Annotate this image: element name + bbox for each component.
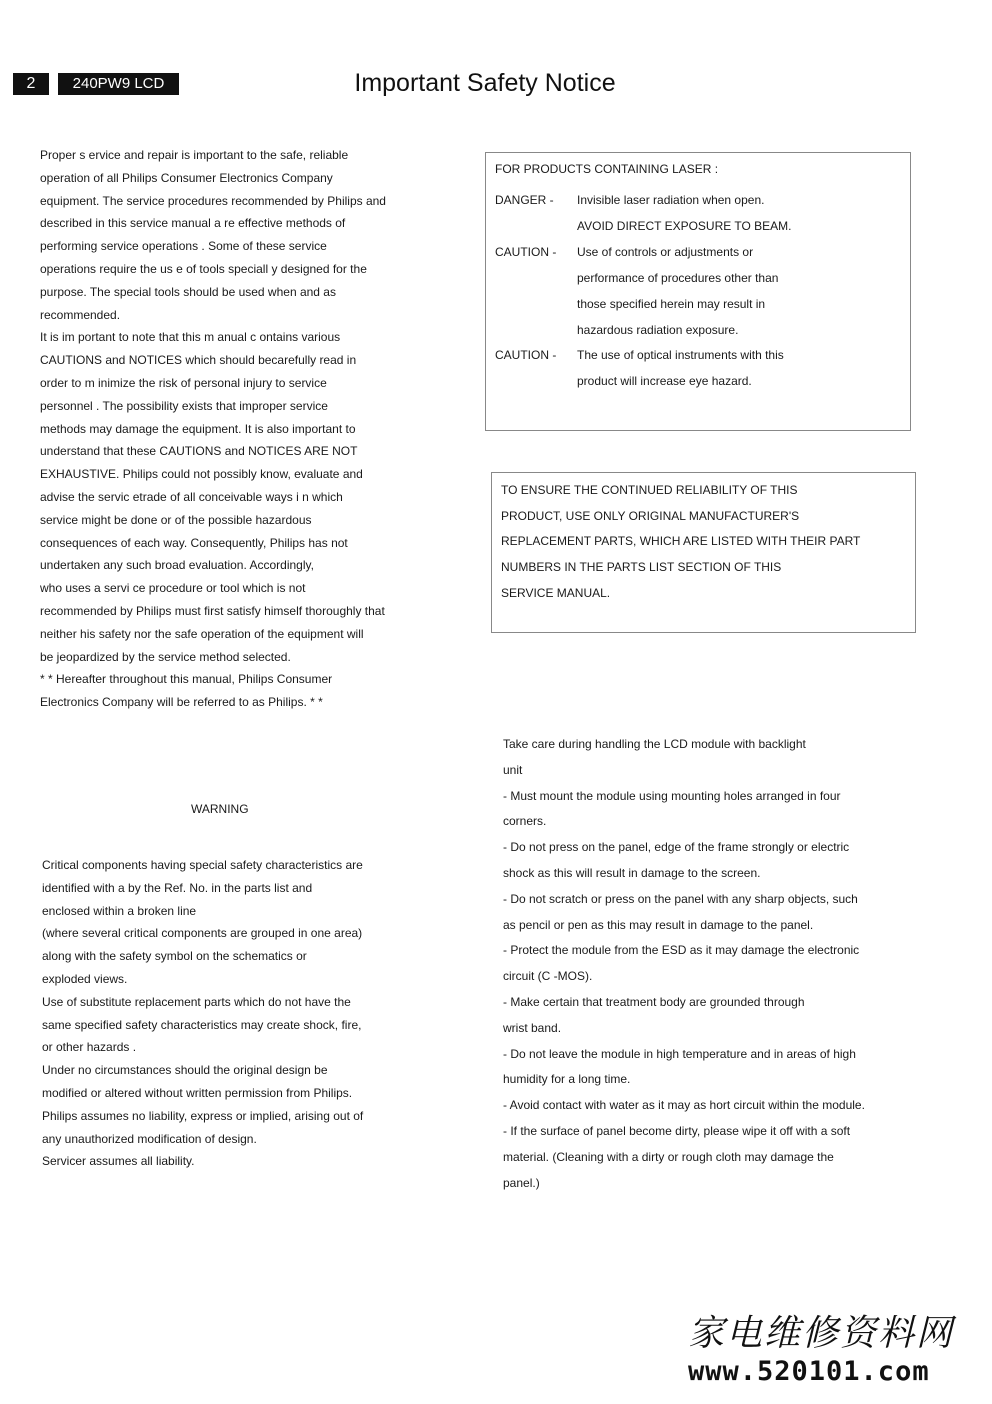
text-line: same specified safety characteristics may create shock, fire,: [42, 1017, 362, 1032]
laser-label: CAUTION -: [495, 348, 557, 362]
text-line: Critical components having special safety characteristics are: [42, 858, 363, 872]
laser-danger-row: [495, 187, 904, 239]
text-line: enclosed within a broken line: [42, 903, 197, 918]
text-line: purpose. The special tools should be used when and as: [40, 284, 336, 299]
text-line: Use of controls or adjustments or: [577, 245, 754, 259]
text-line: methods may damage the equipment. It is also important to: [40, 421, 356, 436]
text-line: - Do not scratch or press on the panel with any sharp objects, such: [503, 891, 858, 906]
text-line: The use of optical instruments with this: [577, 348, 784, 362]
text-line: Electronics Company will be referred to as Philips. * *: [40, 695, 323, 710]
text-line: or other hazards .: [42, 1040, 137, 1055]
text-line: - Avoid contact with water as it may as hort circuit within the module.: [503, 1098, 865, 1113]
text-line: TO ENSURE THE CONTINUED RELIABILITY OF THIS: [501, 483, 798, 497]
text-line: (where several critical components are grouped in one area): [42, 926, 363, 941]
laser-text: [577, 239, 904, 343]
text-line: material. (Cleaning with a dirty or rough cloth may damage the: [503, 1149, 834, 1164]
text-line: humidity for a long time.: [503, 1072, 631, 1087]
watermark: [688, 1312, 968, 1388]
text-line: It is im portant to note that this m anual c ontains various: [40, 330, 341, 345]
text-line: service might be done or of the possible hazardous: [40, 512, 312, 527]
text-line: along with the safety symbol on the schematics or: [42, 949, 307, 964]
text-line: hazardous radiation exposure.: [577, 323, 739, 337]
text-line: operations require the us e of tools speciall y designed for the: [40, 261, 367, 276]
text-line: exploded views.: [42, 971, 128, 986]
text-line: product will increase eye hazard.: [577, 374, 752, 388]
text-line: as pencil or pen as this may result in damage to the panel.: [503, 917, 814, 932]
model-label: 240PW9 LCD: [58, 73, 179, 95]
text-line: * * Hereafter throughout this manual, Philips Consumer: [40, 672, 333, 687]
text-line: those specified herein may result in: [577, 297, 766, 311]
text-line: who uses a servi ce procedure or tool which is not: [40, 581, 306, 596]
text-line: Under no circumstances should the original design be: [42, 1063, 328, 1078]
text-line: - Must mount the module using mounting holes arranged in four: [503, 788, 841, 803]
text-line: modified or altered without written permission from Philips.: [42, 1085, 353, 1100]
laser-caution-row-1: [495, 239, 904, 343]
page-title: Important Safety Notice: [354, 69, 616, 97]
text-line: order to m inimize the risk of personal injury to service: [40, 375, 327, 390]
text-line: performance of procedures other than: [577, 271, 779, 285]
text-line: be jeopardized by the service method selected.: [40, 649, 291, 664]
text-line: NUMBERS IN THE PARTS LIST SECTION OF THIS: [501, 560, 782, 575]
text-line: REPLACEMENT PARTS, WHICH ARE LISTED WITH THEIR PART: [501, 534, 861, 549]
text-line: circuit (C -MOS).: [503, 969, 593, 984]
laser-text: [577, 187, 904, 239]
text-line: Take care during handling the LCD module with backlight: [503, 737, 806, 751]
text-line: Invisible laser radiation when open.: [577, 193, 765, 207]
text-line: described in this service manual a re effective methods of: [40, 216, 346, 231]
text-line: any unauthorized modification of design.: [42, 1131, 257, 1146]
text-line: neither his safety nor the safe operation of the equipment will: [40, 626, 364, 641]
warning-body: [42, 854, 363, 1173]
laser-text: [577, 342, 904, 394]
text-line: Proper s ervice and repair is important to the safe, reliable: [40, 148, 349, 162]
laser-label: CAUTION -: [495, 245, 557, 259]
lcd-handling-section: [503, 732, 865, 1196]
text-line: Use of substitute replacement parts which do not have the: [42, 994, 351, 1009]
text-line: operation of all Philips Consumer Electronics Company: [40, 170, 333, 185]
text-line: shock as this will result in damage to the screen.: [503, 865, 761, 880]
laser-heading: FOR PRODUCTS CONTAINING LASER :: [495, 162, 719, 176]
text-line: advise the servic etrade of all conceivable ways i n which: [40, 489, 343, 504]
laser-notice-box: [485, 152, 911, 431]
text-line: personnel . The possibility exists that improper service: [40, 398, 328, 413]
watermark-chinese: 家电维修资料网: [688, 1313, 955, 1354]
text-line: PRODUCT, USE ONLY ORIGINAL MANUFACTURER'S: [501, 508, 800, 523]
parts-notice-text: [501, 478, 860, 607]
text-line: - Do not leave the module in high temperature and in areas of high: [503, 1046, 856, 1061]
text-line: AVOID DIRECT EXPOSURE TO BEAM.: [577, 219, 792, 233]
text-line: identified with a by the Ref. No. in the parts list and: [42, 880, 313, 895]
text-line: wrist band.: [503, 1020, 562, 1035]
laser-label: DANGER -: [495, 193, 554, 207]
text-line: equipment. The service procedures recommended by Philips and: [40, 193, 386, 208]
page-number: 2: [13, 73, 49, 95]
text-line: unit: [503, 762, 523, 777]
text-line: consequences of each way. Consequently, Philips has not: [40, 535, 348, 550]
intro-section: [40, 144, 386, 714]
text-line: undertaken any such broad evaluation. Accordingly,: [40, 558, 314, 573]
text-line: Philips assumes no liability, express or implied, arising out of: [42, 1108, 364, 1123]
text-line: SERVICE MANUAL.: [501, 585, 611, 600]
text-line: - Protect the module from the ESD as it may damage the electronic: [503, 943, 860, 958]
text-line: CAUTIONS and NOTICES which should becarefully read in: [40, 353, 357, 368]
text-line: recommended.: [40, 307, 121, 322]
text-line: - Make certain that treatment body are grounded through: [503, 994, 805, 1009]
laser-caution-row-2: [495, 342, 904, 394]
text-line: - If the surface of panel become dirty, please wipe it off with a soft: [503, 1123, 851, 1138]
watermark-url: www.520101.com: [688, 1356, 930, 1387]
text-line: EXHAUSTIVE. Philips could not possibly know, evaluate and: [40, 467, 363, 482]
text-line: recommended by Philips must first satisfy himself thoroughly that: [40, 603, 385, 618]
text-line: Servicer assumes all liability.: [42, 1154, 195, 1169]
text-line: panel.): [503, 1175, 540, 1190]
text-line: - Do not press on the panel, edge of the frame strongly or electric: [503, 840, 850, 855]
text-line: understand that these CAUTIONS and NOTICES ARE NOT: [40, 444, 358, 459]
parts-notice-box: [491, 472, 916, 633]
warning-heading: WARNING: [191, 802, 249, 816]
text-line: corners.: [503, 814, 547, 829]
text-line: performing service operations . Some of these service: [40, 239, 327, 254]
